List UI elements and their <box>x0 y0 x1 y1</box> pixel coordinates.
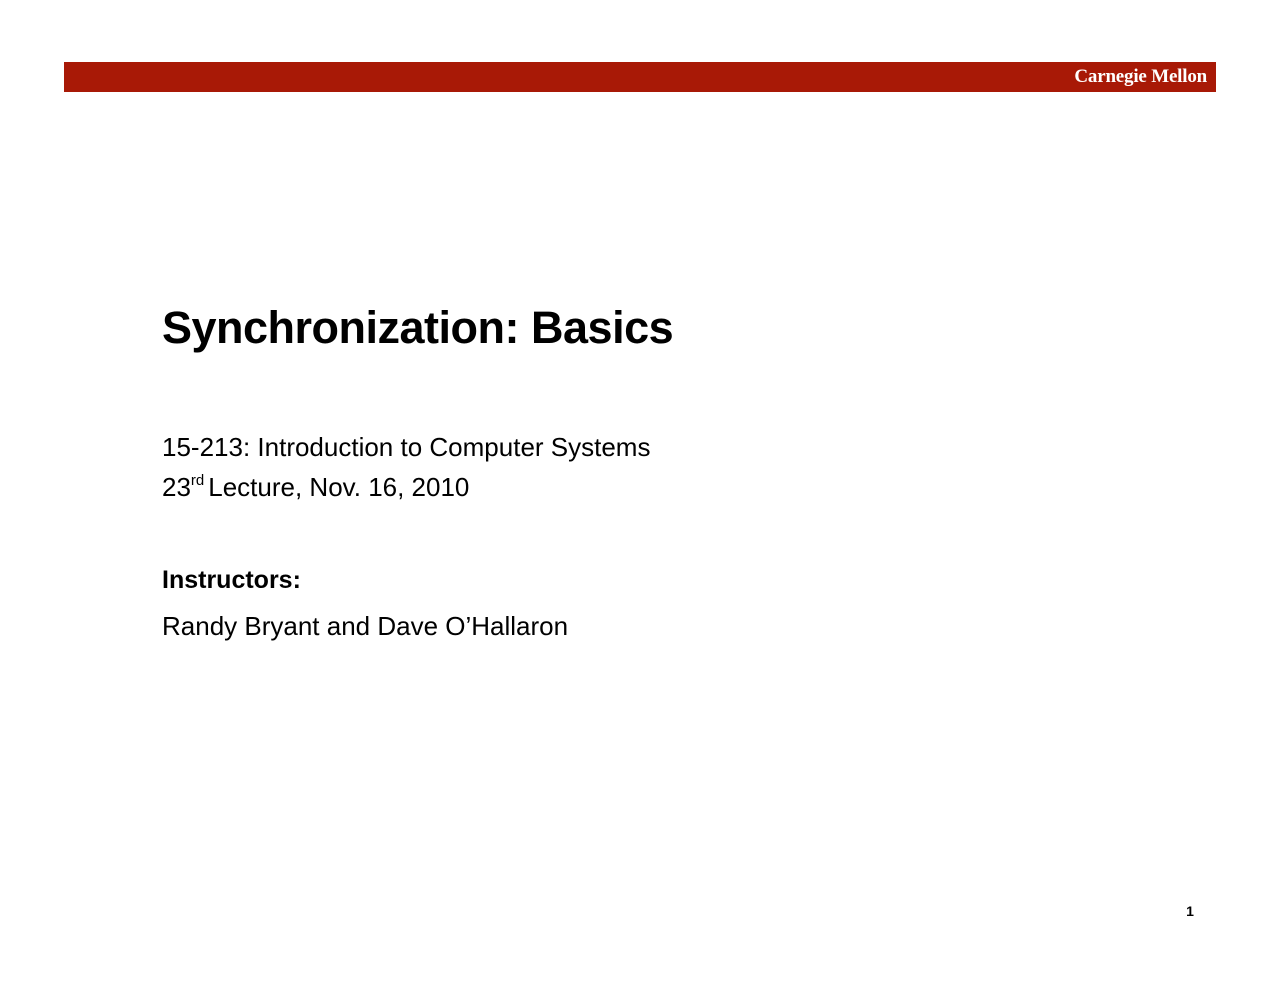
lecture-number: 23 <box>162 472 191 502</box>
course-line: 15-213: Introduction to Computer Systems <box>162 432 651 462</box>
instructors-names: Randy Bryant and Dave O’Hallaron <box>162 611 569 641</box>
lecture-date: Lecture, Nov. 16, 2010 <box>208 472 470 502</box>
header-bar <box>64 62 1216 92</box>
brand-label: Carnegie Mellon <box>1074 66 1207 87</box>
slide-title: Synchronization: Basics <box>162 302 674 353</box>
instructors-heading: Instructors: <box>162 566 301 594</box>
lecture-line <box>162 470 469 504</box>
lecture-ordinal-suffix: rd <box>190 472 205 489</box>
page-number: 1 <box>1186 903 1194 919</box>
